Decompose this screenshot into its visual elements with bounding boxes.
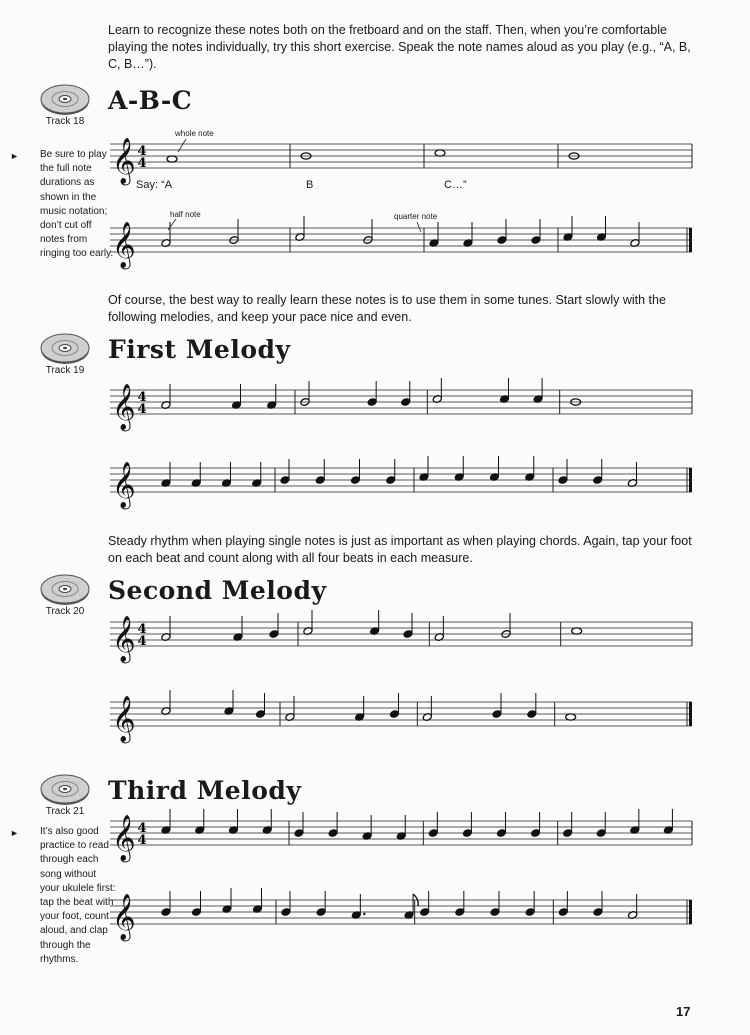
track-label: Track 18 <box>45 116 85 127</box>
time-signature-top: 4 <box>137 144 147 159</box>
time-signature-bottom: 4 <box>137 402 147 417</box>
treble-clef-icon: 𝄞 <box>112 815 136 861</box>
time-signature-bottom: 4 <box>137 156 147 171</box>
section-title-abc: A-B-C <box>108 86 193 115</box>
time-signature-top: 4 <box>137 622 147 637</box>
second-melody-line-2 <box>110 690 692 744</box>
track-label: Track 21 <box>45 806 85 817</box>
first-melody-line-2 <box>110 456 692 510</box>
second-melody-line-1 <box>110 610 692 664</box>
annotation-half-note: half note <box>170 210 201 219</box>
intro-paragraph: Learn to recognize these notes both on the fretboard and on the staff. Then, when you’re comfortable playing the notes individually, try this short exercise. Speak the note names aloud as you play (e.g., “A, B, C, B…”). <box>108 23 691 71</box>
whole-note <box>435 150 445 156</box>
abc-line-1 <box>110 138 692 186</box>
final-barline-thick <box>689 228 692 252</box>
final-barline-thick <box>689 468 692 492</box>
annotation-pointer <box>417 222 421 232</box>
lyric-c: C…” <box>444 179 467 191</box>
annotation-whole-note: whole note <box>175 129 214 138</box>
treble-clef-icon: 𝄞 <box>112 696 136 742</box>
track-label: Track 20 <box>45 606 85 617</box>
section-title-first-melody: First Melody <box>108 335 291 364</box>
pointer-arrow-icon: ► <box>10 828 19 838</box>
tip-text: Be sure to play the full note durations as shown in the music notation; don’t cut off notes from ringing too early. <box>40 149 114 260</box>
section-title-second-melody: Second Melody <box>108 576 327 605</box>
tip-text: It’s also good practice to read through each song without your ukulele first: tap the beat with your foot, count aloud, and clap through the rhythms. <box>40 826 116 965</box>
treble-clef-icon: 𝄞 <box>112 462 136 508</box>
lyric-a: Say: “A <box>136 179 173 191</box>
time-signature-top: 4 <box>137 821 147 836</box>
final-barline-thick <box>689 702 692 726</box>
treble-clef-icon: 𝄞 <box>112 138 136 184</box>
track-label: Track 19 <box>45 365 85 376</box>
time-signature-bottom: 4 <box>137 634 147 649</box>
paragraph-2: Of course, the best way to really learn these notes is to use them in some tunes. Start slowly with the following melodies, and keep your pace nice and even. <box>108 293 666 324</box>
time-signature-bottom: 4 <box>137 833 147 848</box>
section-title-third-melody: Third Melody <box>108 776 302 805</box>
whole-note <box>572 628 582 634</box>
augmentation-dot <box>363 913 365 915</box>
first-melody-line-1 <box>110 378 692 432</box>
paragraph-3: Steady rhythm when playing single notes is just as important as when playing chords. Again, tap your foot on each beat and count along with all four beats in each measure. <box>108 534 692 565</box>
third-melody-line-2 <box>110 888 692 942</box>
treble-clef-icon: 𝄞 <box>112 222 136 268</box>
treble-clef-icon: 𝄞 <box>112 894 136 940</box>
pointer-arrow-icon: ► <box>10 151 19 161</box>
lyric-b: B <box>306 179 314 191</box>
final-barline-thick <box>689 900 692 924</box>
time-signature-top: 4 <box>137 390 147 405</box>
annotation-quarter-note: quarter note <box>394 212 438 221</box>
whole-note <box>566 714 576 720</box>
page-number: 17 <box>676 1004 691 1019</box>
abc-line-2 <box>110 216 692 270</box>
third-melody-line-1 <box>110 809 692 863</box>
treble-clef-icon: 𝄞 <box>112 616 136 662</box>
treble-clef-icon: 𝄞 <box>112 384 136 430</box>
whole-note <box>167 156 177 162</box>
